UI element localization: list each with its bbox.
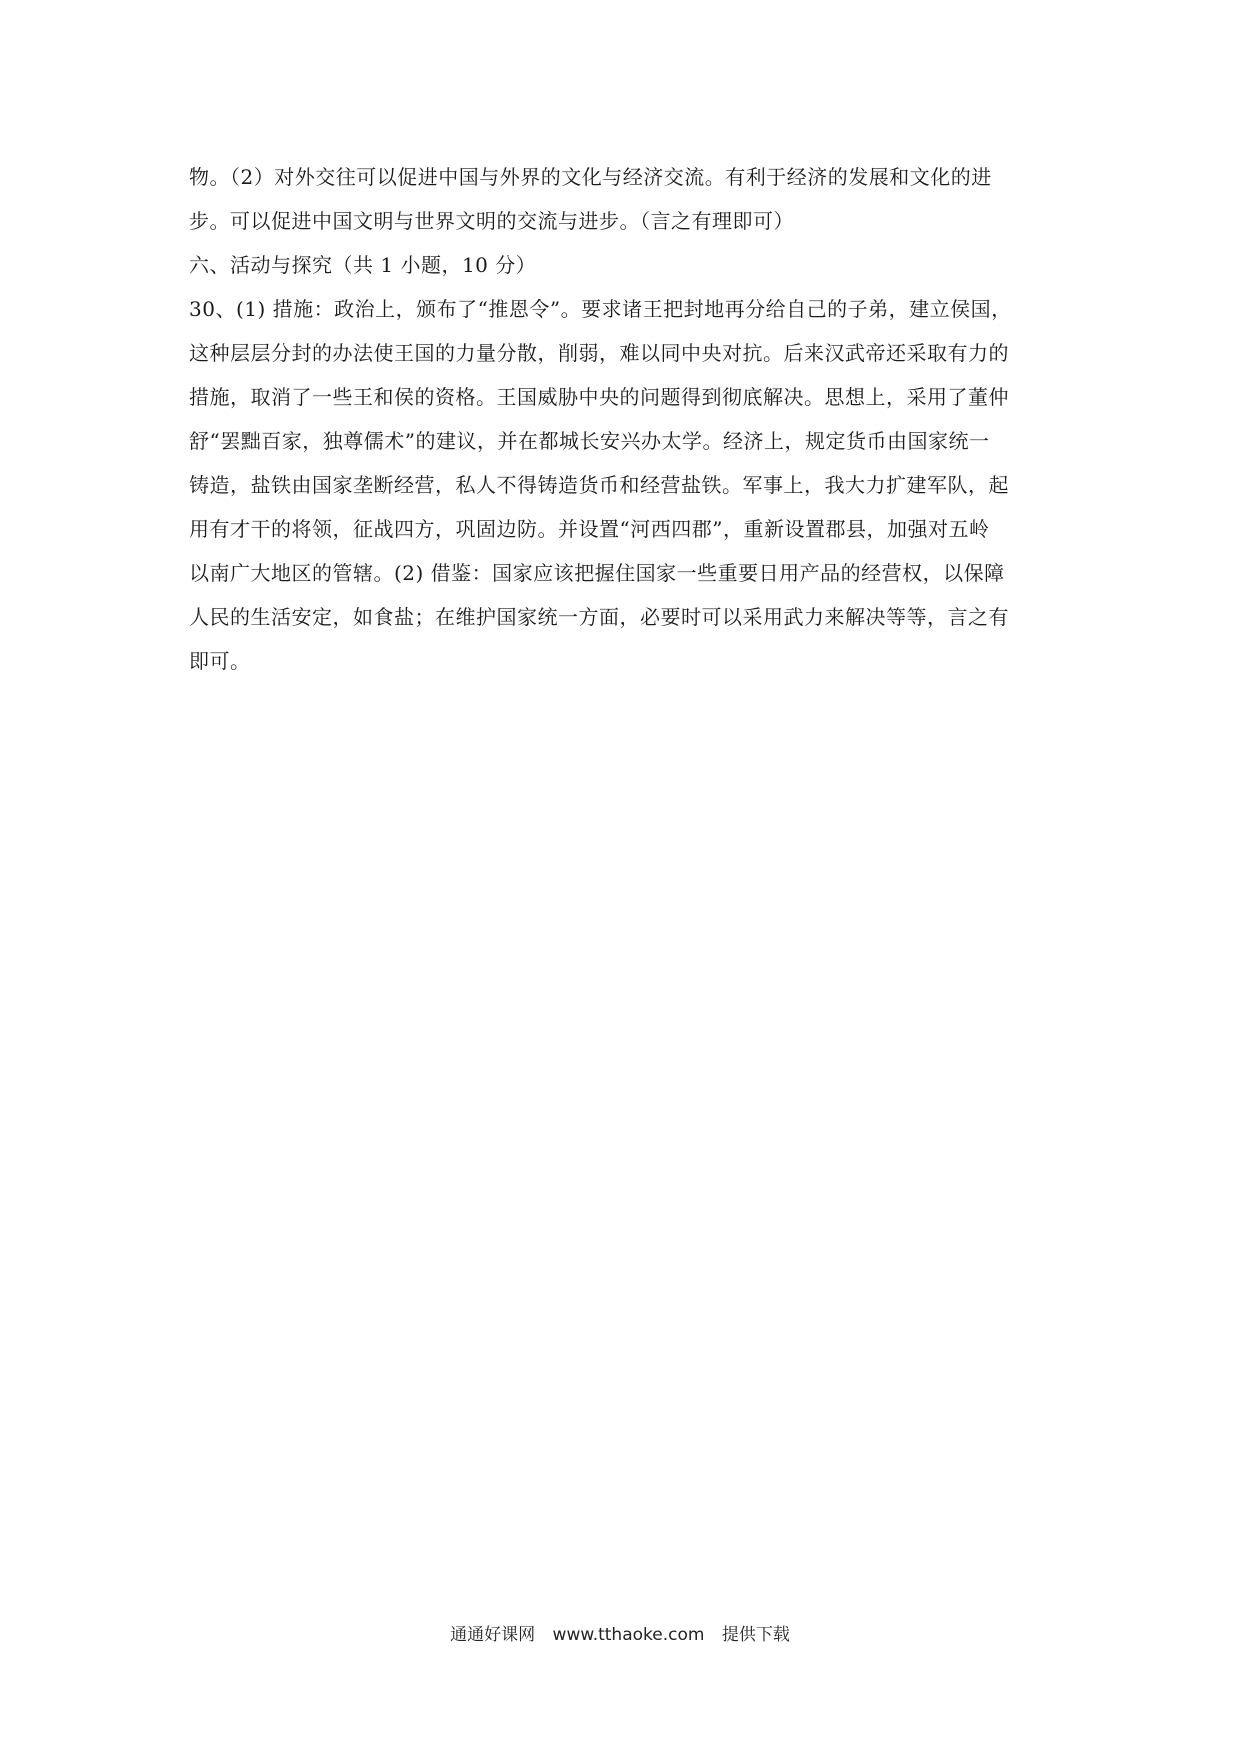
text-line: 措施，取消了一些王和侯的资格。王国威胁中央的问题得到彻底解决。思想上，采用了董仲 xyxy=(189,385,1009,409)
text-line: 这种层层分封的办法使王国的力量分散，削弱，难以同中央对抗。后来汉武帝还采取有力的 xyxy=(189,341,1009,365)
footer-suffix: 提供下载 xyxy=(721,1625,790,1645)
text-line: 舒“罢黜百家，独尊儒术”的建议，并在都城长安兴办太学。经济上，规定货币由国家统一 xyxy=(189,429,990,453)
text-line: 即可。 xyxy=(189,649,251,673)
text-line: 物。（2）对外交往可以促进中国与外界的文化与经济交流。有利于经济的发展和文化的进 xyxy=(189,165,992,189)
text-line: 人民的生活安定，如食盐；在维护国家统一方面，必要时可以采用武力来解决等等，言之有 xyxy=(189,605,1009,629)
text-line: 步。可以促进中国文明与世界文明的交流与进步。（言之有理即可） xyxy=(189,209,794,233)
text-line: 以南广大地区的管辖。(2) 借鉴：国家应该把握住国家一些重要日用产品的经营权，以保障 xyxy=(189,561,1005,585)
footer-url: www.tthaoke.com xyxy=(552,1625,705,1645)
footer-site-name: 通通好课网 xyxy=(450,1625,536,1645)
text-line: 30、(1) 措施：政治上，颁布了“推恩令”。要求诸王把封地再分给自己的子弟，建立侯国， xyxy=(189,297,1012,321)
text-line: 铸造，盐铁由国家垄断经营，私人不得铸造货币和经营盐铁。军事上，我大力扩建军队，起 xyxy=(189,473,1009,497)
text-line: 用有才干的将领，征战四方，巩固边防。并设置“河西四郡”，重新设置郡县，加强对五岭 xyxy=(189,517,990,541)
document-body xyxy=(189,155,1069,683)
section-heading: 六、活动与探究（共 1 小题，10 分） xyxy=(189,253,537,277)
page-footer xyxy=(0,1620,1240,1645)
